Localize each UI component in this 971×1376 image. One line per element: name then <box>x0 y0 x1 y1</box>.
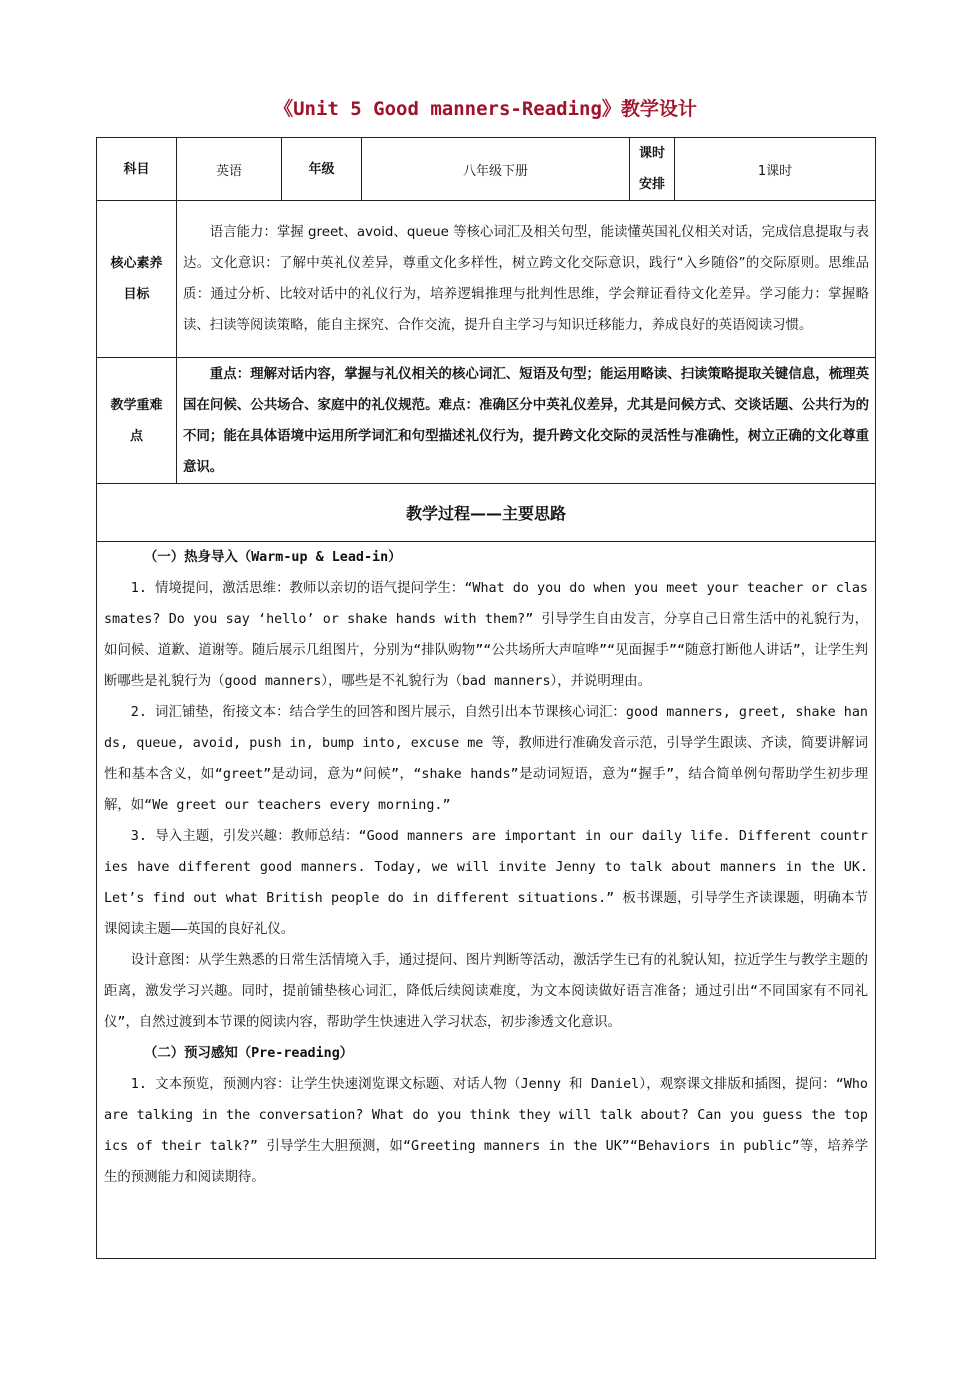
hours-value: 1课时 <box>675 138 876 201</box>
subject-value: 英语 <box>177 138 282 201</box>
info-row <box>97 138 876 201</box>
hours-label <box>630 138 675 201</box>
prereading-paragraph-1: 1. 文本预览，预测内容：让学生快速浏览课文标题、对话人物（Jenny 和 Daniel），观察课文排版和插图，提问：“Who are talking in the conversation? What do you think they will talk about? Can you guess the topics of their talk?” 引导学生大胆预测，如“Greeting manners in the UK”“Behaviors in public”等，培养学生的预测能力和阅读期待。 <box>104 1077 868 1185</box>
warmup-paragraph-2: 2. 词汇铺垫，衔接文本：结合学生的回答和图片展示，自然引出本节课核心词汇：good manners, greet, shake hands, queue, avoid, push in, bump into, excuse me 等，教师进行准确发音示范，引导学生跟读、齐读，简要讲解词性和基本含义，如“greet”是动词，意为“问候”，“shake hands”是动词短语，意为“握手”，结合简单例句帮助学生初步理解，如“We greet our teachers every morning.” <box>104 705 868 813</box>
core-goals-cell <box>177 201 876 358</box>
section1-heading: （一）热身导入（Warm-up & Lead-in） <box>144 550 402 565</box>
section2-heading: （二）预习感知（Pre-reading） <box>144 1046 354 1061</box>
key-points-label-line2: 点 <box>129 428 143 444</box>
warmup-paragraph-3: 3. 导入主题，引发兴趣：教师总结：“Good manners are important in our daily life. Different countries have different good manners. Today, we will invite Jenny to talk about manners in the UK. Let’s find out what British people do in different situations.” 板书课题，引导学生齐读课题，明确本节课阅读主题——英国的良好礼仪。 <box>104 829 868 937</box>
key-points-label-line1: 教学重难 <box>110 397 163 413</box>
core-goals-label-line2: 目标 <box>123 287 150 302</box>
subject-label: 科目 <box>97 138 177 201</box>
grade-value: 八年级下册 <box>362 138 630 201</box>
key-points-label <box>97 358 177 484</box>
core-goals-row <box>97 201 876 358</box>
core-goals-label-line1: 核心素养 <box>110 256 163 271</box>
process-body-row <box>97 542 876 1259</box>
process-title-row <box>97 484 876 542</box>
hours-label-line1: 课时 <box>638 146 665 161</box>
process-title: 教学过程——主要思路 <box>97 484 876 542</box>
core-goals-text: 语言能力：掌握 greet、avoid、queue 等核心词汇及相关句型，能读懂英国礼仪相关对话，完成信息提取与表达。文化意识：了解中英礼仪差异，尊重文化多样性，树立跨文化交际意识，践行“入乡随俗”的交际原则。思维品质：通过分析、比较对话中的礼仪行为，培养逻辑推理与批判性思维，学会辩证看待文化差异。学习能力：掌握略读、扫读等阅读策略，能自主探究、合作交流，提升自主学习与知识迁移能力，养成良好的英语阅读习惯。 <box>183 225 869 333</box>
grade-label: 年级 <box>282 138 362 201</box>
design-intent-paragraph: 设计意图：从学生熟悉的日常生活情境入手，通过提问、图片判断等活动，激活学生已有的礼貌认知，拉近学生与教学主题的距离，激发学习兴趣。同时，提前铺垫核心词汇，降低后续阅读难度，为文本阅读做好语言准备；通过引出“不同国家有不同礼仪”，自然过渡到本节课的阅读内容，帮助学生快速进入学习状态，初步渗透文化意识。 <box>104 953 868 1030</box>
key-points-cell <box>177 358 876 484</box>
key-points-row <box>97 358 876 484</box>
core-goals-label <box>97 201 177 358</box>
warmup-paragraph-1: 1. 情境提问，激活思维：教师以亲切的语气提问学生：“What do you do when you meet your teacher or classmates? Do you say ‘hello’ or shake hands with them?” 引导学生自由发言，分享自己日常生活中的礼貌行为，如问候、道歉、道谢等。随后展示几组图片，分别为“排队购物”“公共场所大声喧哗”“见面握手”“随意打断他人讲话”，让学生判断哪些是礼貌行为（good manners），哪些是不礼貌行为（bad manners），并说明理由。 <box>104 581 868 689</box>
hours-label-line2: 安排 <box>638 177 665 192</box>
process-body <box>97 542 876 1259</box>
document-title: 《Unit 5 Good manners-Reading》教学设计 <box>274 98 697 120</box>
lesson-plan-table <box>96 137 876 1259</box>
key-points-text: 重点：理解对话内容，掌握与礼仪相关的核心词汇、短语及句型；能运用略读、扫读策略提取关键信息，梳理英国在问候、公共场合、家庭中的礼仪规范。难点：准确区分中英礼仪差异，尤其是问候方式、交谈话题、公共行为的不同；能在具体语境中运用所学词汇和句型描述礼仪行为，提升跨文化交际的灵活性与准确性，树立正确的文化尊重意识。 <box>183 366 869 475</box>
